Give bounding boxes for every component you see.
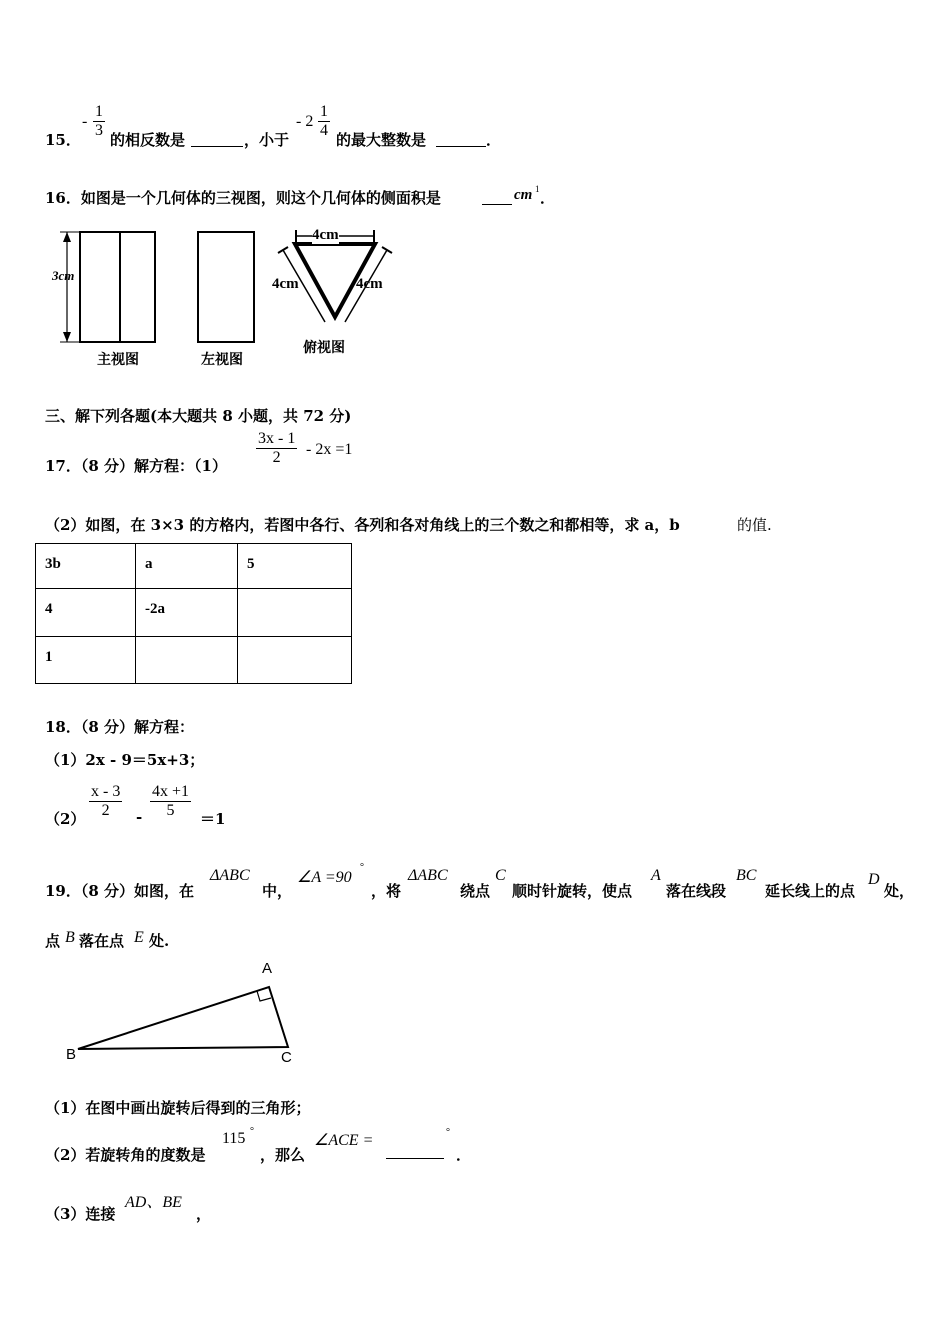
q15-text2: ，小于 xyxy=(244,131,290,149)
grid-cell: 4 xyxy=(36,589,136,637)
q19-sub3-end: ， xyxy=(196,1205,212,1223)
q18-equals: ＝1 xyxy=(200,810,226,828)
table-row xyxy=(36,589,352,637)
right-angle-mark xyxy=(257,991,271,1001)
top-width-label: 4cm xyxy=(312,227,339,243)
vertex-c-label: C xyxy=(281,1049,292,1066)
q17-frac-num: 3x - 1 xyxy=(258,430,296,447)
q15-frac2-num: 1 xyxy=(320,103,328,120)
q19-t4: 顺时针旋转，使点 xyxy=(512,882,633,900)
height-arrow-top xyxy=(63,232,71,242)
q18-frac1-den: 2 xyxy=(89,801,122,820)
q16-end: ． xyxy=(540,189,556,207)
grid-cell xyxy=(136,637,238,684)
magic-square-grid xyxy=(35,543,352,684)
q19-angle: ∠A =90 xyxy=(297,869,352,886)
grid-cell: a xyxy=(136,544,238,589)
grid-cell xyxy=(238,637,352,684)
front-view-rect xyxy=(80,232,155,342)
q19-triangle-figure xyxy=(60,975,310,1065)
q15-blank-2[interactable] xyxy=(436,130,486,147)
q18-frac1-num: x - 3 xyxy=(91,783,121,800)
q19-t5: 落在线段 xyxy=(666,882,727,900)
q19-triangle-1: ΔABC xyxy=(210,867,250,884)
grid-cell: 3b xyxy=(36,544,136,589)
q18-fraction-2 xyxy=(150,783,191,820)
q19-t7: 处， xyxy=(884,882,915,900)
q15-neg1: - xyxy=(82,113,88,130)
q19-t1: 中， xyxy=(262,882,293,900)
q15-fraction-1 xyxy=(93,103,105,140)
q19-t6: 延长线上的点 xyxy=(765,882,856,900)
q18-minus: - xyxy=(136,808,143,826)
q18-label: 18．（8 分）解方程： xyxy=(45,718,195,736)
q15-frac1-den: 3 xyxy=(95,122,103,139)
q17-fraction xyxy=(256,430,297,467)
q18-part2-label: （2） xyxy=(45,810,86,828)
q19-angle-deg: ° xyxy=(360,862,364,873)
q15-text3: 的最大整数是 xyxy=(336,131,427,149)
q15-number: 15． xyxy=(45,131,81,149)
height-label: 3cm xyxy=(52,268,75,283)
q19-t3: 绕点 xyxy=(460,882,491,900)
vertex-b-label: B xyxy=(66,1046,77,1063)
q19-sub3-a: （3）连接 xyxy=(45,1205,116,1223)
q15-text1: 的相反数是 xyxy=(110,131,186,149)
q19-label: 19．（8 分）如图，在 xyxy=(45,882,195,900)
q18-part1: （1）2x - 9＝5x+3； xyxy=(45,751,205,769)
left-side-label: 4cm xyxy=(272,276,299,292)
q19-triangle-2: ΔABC xyxy=(408,867,448,884)
q18-fraction-1 xyxy=(89,783,122,820)
q17-part2-tail: 的值. xyxy=(737,516,772,534)
front-view-caption: 主视图 xyxy=(97,352,139,368)
triangle-abc xyxy=(78,987,288,1049)
q18-frac2-num: 4x +1 xyxy=(152,783,190,800)
q19-point-b: B xyxy=(65,929,75,946)
q15-end: ． xyxy=(486,131,502,149)
q19-line2-a: 点 xyxy=(45,932,61,950)
q15-frac1-num: 1 xyxy=(95,103,103,120)
q15-fraction-2 xyxy=(318,103,330,140)
q19-sub2-deg: ° xyxy=(250,1126,254,1137)
q19-segment-bc: BC xyxy=(736,867,757,884)
q17-equation-rest: - 2x =1 xyxy=(306,441,353,458)
q16-unit-sup: 1 xyxy=(535,184,540,194)
q19-sub2-angle: 115 xyxy=(222,1130,246,1147)
vertex-a-label: A xyxy=(262,960,273,977)
q19-line2-b: 落在点 xyxy=(79,932,125,950)
q19-point-d: D xyxy=(868,871,880,888)
q19-sub2-b: ，那么 xyxy=(260,1146,306,1164)
q19-t2: ，将 xyxy=(371,882,402,900)
q19-sub2-a: （2）若旋转角的度数是 xyxy=(45,1146,206,1164)
q19-sub2-end: ． xyxy=(456,1146,472,1164)
q19-point-e: E xyxy=(134,929,144,946)
height-arrow-bottom xyxy=(63,332,71,342)
q16-text: 16．如图是一个几何体的三视图，则这个几何体的侧面积是 xyxy=(45,189,441,207)
side-view-rect xyxy=(198,232,254,342)
q18-frac2-den: 5 xyxy=(150,801,191,820)
q19-sub2-expr: ∠ACE = xyxy=(314,1132,374,1149)
section-3-title: 三、解下列各题(本大题共 8 小题，共 72 分) xyxy=(45,407,352,425)
grid-cell: 1 xyxy=(36,637,136,684)
q16-blank[interactable] xyxy=(482,188,512,205)
right-side-label: 4cm xyxy=(356,276,383,292)
q19-sub2-deg2: ° xyxy=(446,1127,450,1138)
q16-unit: cm xyxy=(514,187,533,203)
q17-part2-text: （2）如图，在 3×3 的方格内，若图中各行、各列和各对角线上的三个数之和都相等，求 a，b xyxy=(45,516,680,534)
q19-sub2-blank[interactable] xyxy=(386,1143,444,1159)
side-view-caption: 左视图 xyxy=(201,352,243,368)
table-row xyxy=(36,544,352,589)
grid-cell: 5 xyxy=(238,544,352,589)
grid-cell xyxy=(238,589,352,637)
q19-point-c: C xyxy=(495,867,506,884)
q15-neg2: - 2 xyxy=(296,113,314,130)
table-row xyxy=(36,637,352,684)
q15-frac2-den: 4 xyxy=(320,122,328,139)
q17-label: 17．（8 分）解方程：（1） xyxy=(45,457,227,475)
q19-sub3-expr: AD、BE xyxy=(125,1194,182,1211)
q17-frac-den: 2 xyxy=(256,448,297,467)
q15-blank-1[interactable] xyxy=(191,130,243,147)
top-view-caption: 俯视图 xyxy=(303,340,345,356)
q19-point-a: A xyxy=(651,867,661,884)
grid-cell: -2a xyxy=(136,589,238,637)
q19-line2-c: 处. xyxy=(149,932,170,950)
q19-sub1: （1）在图中画出旋转后得到的三角形； xyxy=(45,1099,311,1117)
